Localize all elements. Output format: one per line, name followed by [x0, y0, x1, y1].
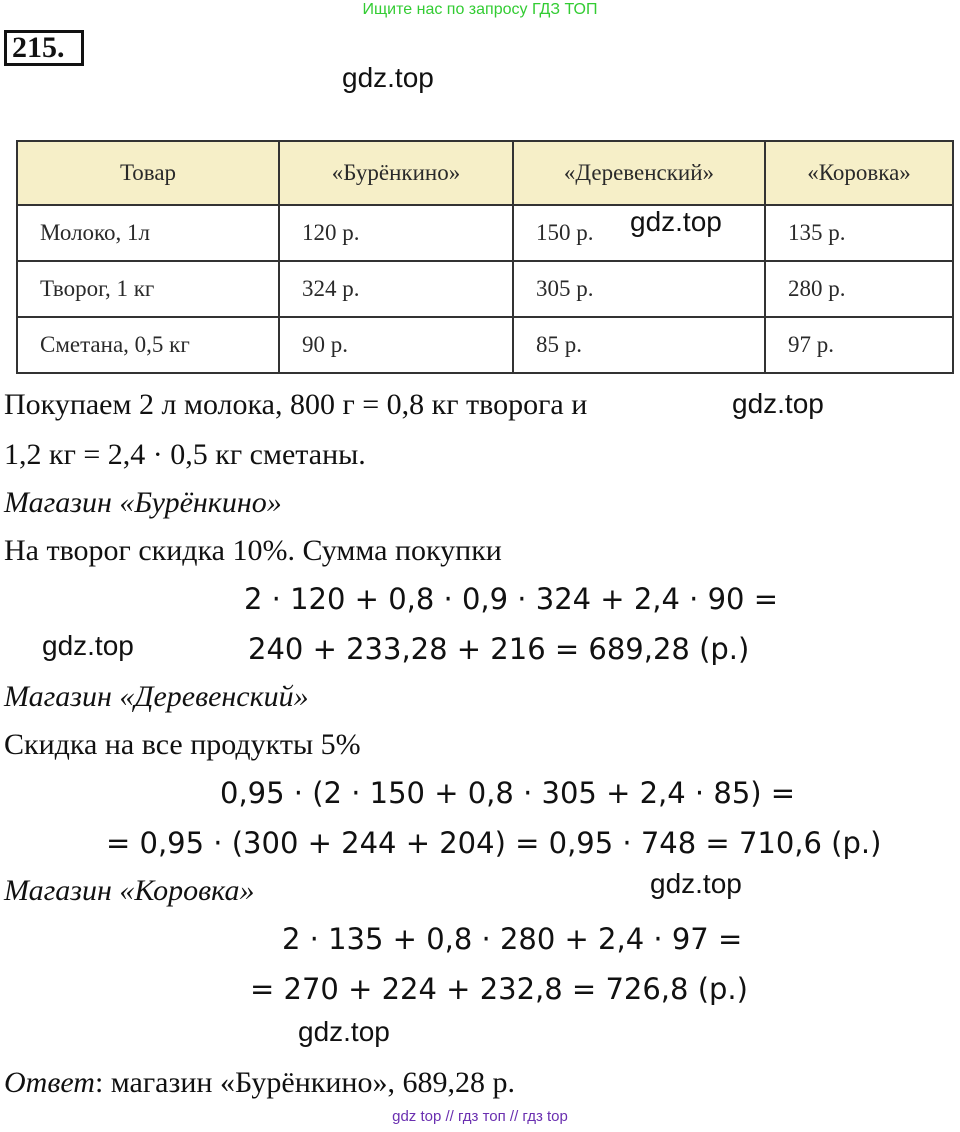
calculation-line: 0,95 · (2 · 150 + 0,8 · 305 + 2,4 · 85) = — [220, 776, 796, 810]
table-cell: 324 р. — [279, 261, 513, 317]
footer-links[interactable]: gdz top // гдз топ // гдз top — [392, 1108, 568, 1125]
store-title: Магазин «Коровка» — [4, 874, 255, 907]
top-banner[interactable]: Ищите нас по запросу ГДЗ ТОП — [362, 1, 598, 18]
solution-intro-line-1: Покупаем 2 л молока, 800 г = 0,8 кг творога и — [4, 388, 588, 421]
table-cell: 305 р. — [513, 261, 765, 317]
calculation-line: 240 + 233,28 + 216 = 689,28 (р.) — [248, 632, 750, 666]
price-table — [16, 140, 954, 374]
table-cell: 97 р. — [765, 317, 953, 373]
watermark: gdz.top — [732, 388, 824, 419]
table-cell: 85 р. — [513, 317, 765, 373]
table-row — [17, 205, 953, 261]
table-header: «Коровка» — [765, 141, 953, 205]
answer-label: Ответ — [4, 1066, 95, 1099]
store-note: На творог скидка 10%. Сумма покупки — [4, 534, 502, 567]
store-title: Магазин «Деревенский» — [4, 680, 309, 713]
table-header: «Бурёнкино» — [279, 141, 513, 205]
table-header: «Деревенский» — [513, 141, 765, 205]
watermark: gdz.top — [42, 630, 134, 661]
calculation-line: 2 · 120 + 0,8 · 0,9 · 324 + 2,4 · 90 = — [244, 582, 779, 616]
table-row — [17, 317, 953, 373]
table-cell: 280 р. — [765, 261, 953, 317]
calculation-line: = 0,95 · (300 + 244 + 204) = 0,95 · 748 = 710,6 (р.) — [106, 826, 882, 860]
table-cell: 150 р. — [513, 205, 765, 261]
table-cell: Творог, 1 кг — [17, 261, 279, 317]
table-header-row — [17, 141, 953, 205]
table-cell: Сметана, 0,5 кг — [17, 317, 279, 373]
answer-line — [4, 1066, 515, 1100]
watermark: gdz.top — [630, 206, 722, 237]
watermark: gdz.top — [342, 62, 434, 93]
store-note: Скидка на все продукты 5% — [4, 728, 361, 761]
watermark: gdz.top — [650, 868, 742, 899]
table-cell: 135 р. — [765, 205, 953, 261]
answer-text: : магазин «Бурёнкино», 689,28 р. — [94, 1066, 515, 1099]
table-header: Товар — [17, 141, 279, 205]
calculation-line: 2 · 135 + 0,8 · 280 + 2,4 · 97 = — [282, 922, 743, 956]
solution-intro-line-2: 1,2 кг = 2,4 · 0,5 кг сметаны. — [4, 438, 366, 471]
table-cell: Молоко, 1л — [17, 205, 279, 261]
problem-number: 215. — [4, 30, 84, 66]
calculation-line: = 270 + 224 + 232,8 = 726,8 (р.) — [250, 972, 748, 1006]
watermark: gdz.top — [298, 1016, 390, 1047]
table-cell: 120 р. — [279, 205, 513, 261]
store-title: Магазин «Бурёнкино» — [4, 486, 282, 519]
table-cell: 90 р. — [279, 317, 513, 373]
table-row — [17, 261, 953, 317]
